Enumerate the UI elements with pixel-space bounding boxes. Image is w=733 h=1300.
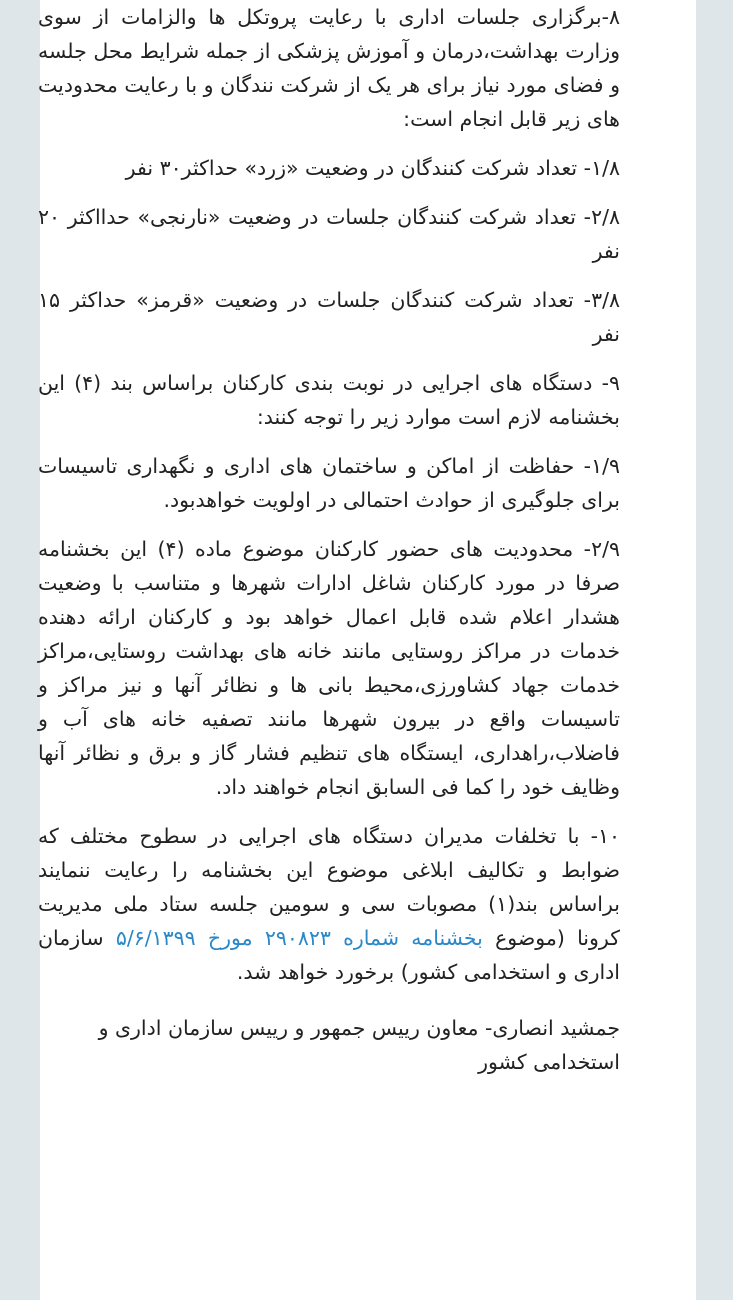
paragraph-8-2: ۲/۸- تعداد شرکت کنندگان جلسات در وضعیت «نارنجی» حدااکثر ۲۰ نفر <box>38 205 620 263</box>
message-card <box>40 0 696 1300</box>
paragraph-9-1: ۱/۹- حفاظت از اماکن و ساختمان های اداری و نگهداری تاسیسات برای جلوگیری از حوادث احتمالی در اولویت خواهدبود. <box>38 454 620 512</box>
paragraph-10-text-end: سازمان اداری و استخدامی کشور) برخورد خواهد شد. <box>38 926 620 984</box>
paragraph-10 <box>38 819 620 989</box>
paragraph-8-3: ۳/۸- تعداد شرکت کنندگان جلسات در وضعیت «قرمز» حداکثر ۱۵ نفر <box>38 288 620 346</box>
paragraph-9-2: ۲/۹- محدودیت های حضور کارکنان موضوع ماده (۴) این بخشنامه صرفا در مورد کارکنان شاغل ادارات شهرها و متناسب با وضعیت هشدار اعلام شده قابل اعمال خواهد بود و کارکنان ارائه دهنده خدمات در مراکز روستایی مانند خانه های بهداشت روستایی،مراکز خدمات جهاد کشاورزی،محیط بانی ها و نظائر آنها و نیز مراکز و تاسیسات واقع در بیرون شهرها مانند تصفیه خانه های آب و فاضلاب،راهداری، ایستگاه های تنظیم فشار گاز و برق و نظائر آنها وظایف خود را کما فی السابق انجام خواهند داد. <box>38 537 620 799</box>
signature: جمشید انصاری- معاون رییس جمهور و رییس سازمان اداری و استخدامی کشور <box>98 1016 620 1074</box>
message-text <box>38 0 620 1094</box>
circular-link[interactable]: بخشنامه شماره ۲۹۰۸۲۳ مورخ ۵/۶/۱۳۹۹ <box>115 926 483 950</box>
paragraph-8-1: ۱/۸- تعداد شرکت کنندگان در وضعیت «زرد» حداکثر۳۰ نفر <box>125 156 620 180</box>
paragraph-9: ۹- دستگاه های اجرایی در نوبت بندی کارکنان براساس بند (۴) این بخشنامه لازم است موارد زیر را توجه کنند: <box>38 371 620 429</box>
paragraph-10-text-start: ۱۰- با تخلفات مدیران دستگاه های اجرایی در سطوح مختلف که ضوابط و تکالیف ابلاغی موضوع این بخشنامه را رعایت ننمایند براساس بند(۱) مصوبات سی و سومین جلسه ستاد ملی مدیریت کرونا (موضوع <box>38 824 620 950</box>
paragraph-8: ۸-برگزاری جلسات اداری با رعایت پروتکل ها والزامات از سوی وزارت بهداشت،درمان و آموزش پزشکی از جمله شرایط محل جلسه و فضای مورد نیاز برای هر یک از شرکت نندگان و با رعایت محدودیت های زیر قابل انجام است: <box>38 5 620 131</box>
